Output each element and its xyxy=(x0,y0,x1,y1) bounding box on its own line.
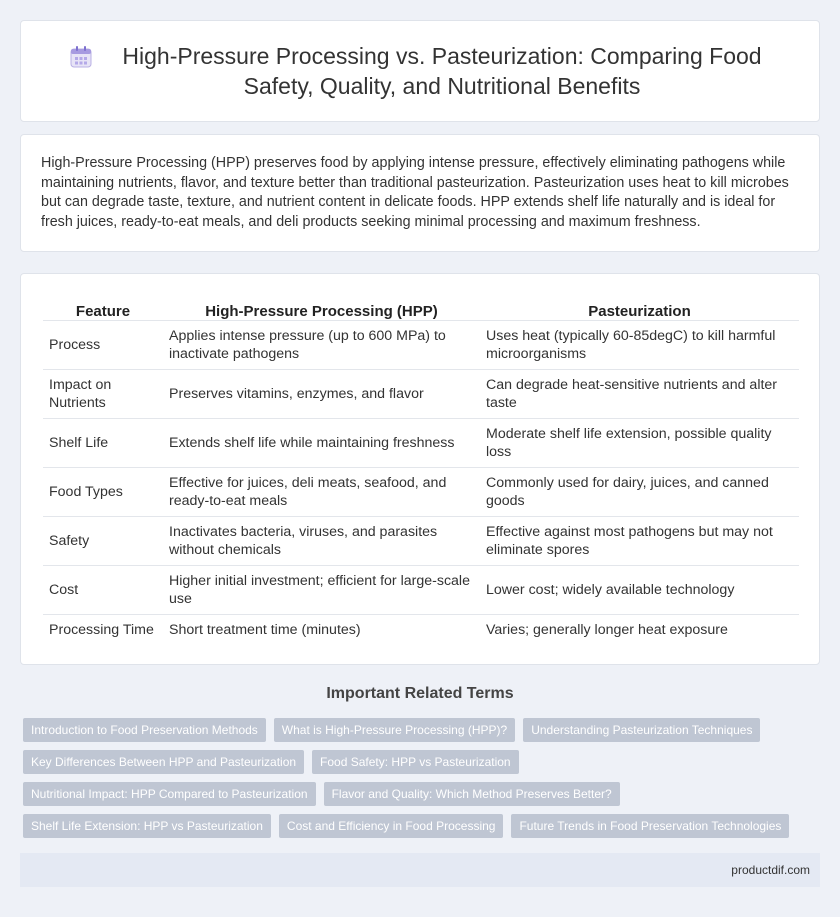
feature-cell: Safety xyxy=(43,516,163,565)
related-term-tag[interactable]: Cost and Efficiency in Food Processing xyxy=(279,814,504,838)
related-term-tag[interactable]: Understanding Pasteurization Techniques xyxy=(523,718,760,742)
calendar-icon xyxy=(68,44,94,70)
related-term-tag[interactable]: Flavor and Quality: Which Method Preserves Better? xyxy=(324,782,620,806)
pasteurization-cell: Varies; generally longer heat exposure xyxy=(486,621,728,638)
related-terms-heading: Important Related Terms xyxy=(326,685,514,702)
pasteurization-cell: Moderate shelf life extension, possible quality loss xyxy=(480,418,799,467)
feature-cell: Processing Time xyxy=(49,621,154,638)
hpp-cell: Effective for juices, deli meats, seafood, and ready-to-eat meals xyxy=(163,467,480,516)
feature-cell: Impact on Nutrients xyxy=(43,369,163,418)
column-header-feature: Feature xyxy=(43,294,163,320)
pasteurization-cell: Commonly used for dairy, juices, and canned goods xyxy=(480,467,799,516)
hpp-cell: Short treatment time (minutes) xyxy=(169,621,361,638)
hpp-cell: Applies intense pressure (up to 600 MPa) to inactivate pathogens xyxy=(163,320,480,369)
table-header-row xyxy=(43,294,799,320)
pasteurization-cell: Effective against most pathogens but may not eliminate spores xyxy=(480,516,799,565)
footer-site-link[interactable]: productdif.com xyxy=(731,863,810,877)
feature-cell: Food Types xyxy=(43,467,163,516)
pasteurization-cell: Uses heat (typically 60-85degC) to kill harmful microorganisms xyxy=(480,320,799,369)
table-row xyxy=(43,320,799,369)
hpp-cell: Preserves vitamins, enzymes, and flavor xyxy=(163,369,480,418)
hpp-cell: Extends shelf life while maintaining freshness xyxy=(163,418,480,467)
footer-bar xyxy=(20,853,820,887)
related-term-tag[interactable]: Key Differences Between HPP and Pasteurization xyxy=(23,750,304,774)
table-row xyxy=(43,614,799,645)
hpp-cell: Higher initial investment; efficient for large-scale use xyxy=(163,565,480,614)
related-term-tag[interactable]: Future Trends in Food Preservation Technologies xyxy=(511,814,789,838)
table-row xyxy=(43,418,799,467)
header-inner xyxy=(21,41,819,101)
related-term-tag[interactable]: What is High-Pressure Processing (HPP)? xyxy=(274,718,515,742)
related-term-tag[interactable]: Nutritional Impact: HPP Compared to Pasteurization xyxy=(23,782,316,806)
column-header-hpp: High-Pressure Processing (HPP) xyxy=(163,294,480,320)
related-terms-list xyxy=(23,718,823,846)
table-row xyxy=(43,565,799,614)
table-row xyxy=(43,516,799,565)
table-row xyxy=(43,467,799,516)
feature-cell: Cost xyxy=(43,565,163,614)
related-term-tag[interactable]: Introduction to Food Preservation Methods xyxy=(23,718,266,742)
feature-cell: Shelf Life xyxy=(43,418,163,467)
intro-paragraph: High-Pressure Processing (HPP) preserves food by applying intense pressure, effectively eliminating pathogens while maintaining nutrients, flavor, and texture better than traditional pasteurization. Pasteurization uses heat to kill microbes but can degrade taste, texture, and nutrient content in delicate foods. HPP extends shelf life naturally and is ideal for fresh juices, ready-to-eat meals, and deli products seeking minimal processing and maximum freshness. xyxy=(41,155,789,230)
pasteurization-cell: Lower cost; widely available technology xyxy=(480,565,799,614)
related-term-tag[interactable]: Food Safety: HPP vs Pasteurization xyxy=(312,750,519,774)
comparison-table xyxy=(43,294,799,645)
table-row xyxy=(43,369,799,418)
feature-cell: Process xyxy=(43,320,163,369)
page-title: High-Pressure Processing vs. Pasteurization: Comparing Food Safety, Quality, and Nutritional Benefits xyxy=(122,43,762,99)
related-term-tag[interactable]: Shelf Life Extension: HPP vs Pasteurization xyxy=(23,814,271,838)
hpp-cell: Inactivates bacteria, viruses, and parasites without chemicals xyxy=(163,516,480,565)
intro-card xyxy=(20,134,820,252)
comparison-table-card xyxy=(20,273,820,665)
column-header-pasteurization: Pasteurization xyxy=(480,294,799,320)
header-card xyxy=(20,20,820,122)
pasteurization-cell: Can degrade heat-sensitive nutrients and alter taste xyxy=(480,369,799,418)
